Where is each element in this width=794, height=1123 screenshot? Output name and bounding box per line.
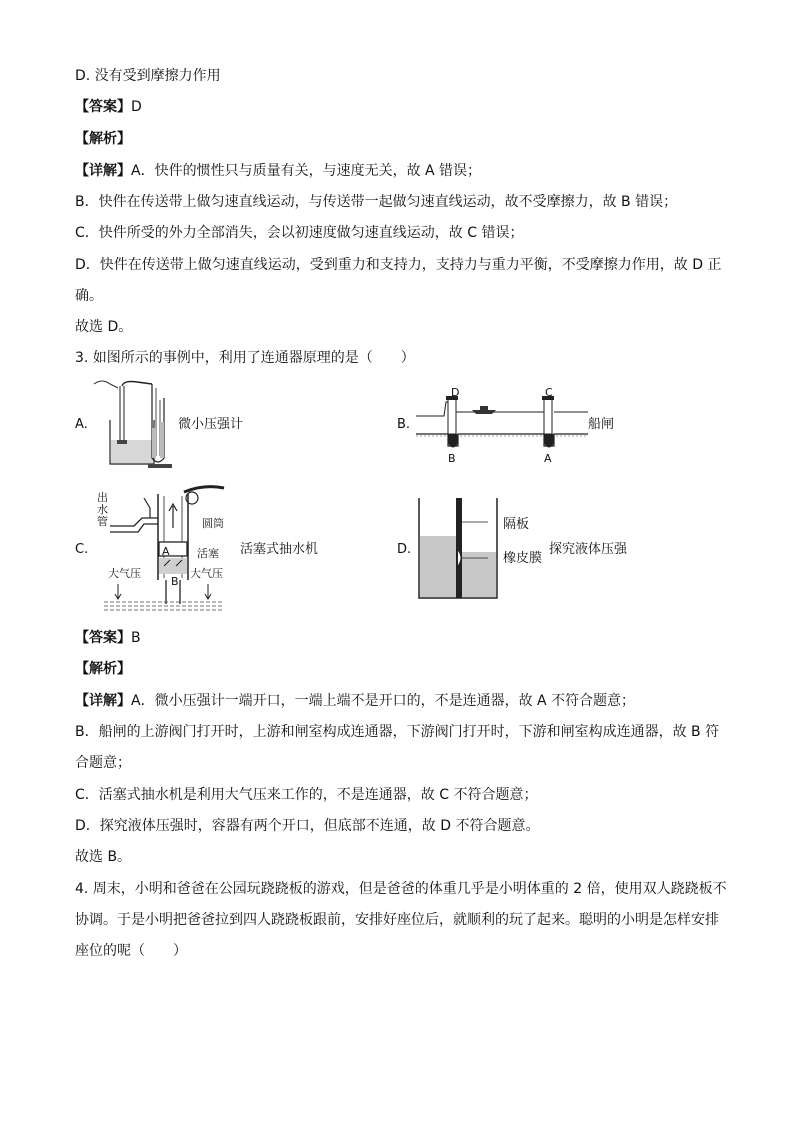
- pump-label-b: B: [171, 575, 179, 588]
- q3-option-d-letter: D.: [397, 542, 412, 557]
- q3-option-b-letter: B.: [397, 417, 411, 432]
- detail-text: A．快件的惯性只与质量有关，与速度无关，故 A 错误；: [131, 163, 482, 179]
- q2-detail-a: [75, 161, 481, 181]
- ship-lock-label-d: D: [451, 386, 460, 399]
- analysis-tag: 【解析】: [75, 131, 131, 147]
- q3-detail-b-line2: 合题意；: [75, 755, 131, 771]
- q3-option-c-letter: C.: [75, 542, 89, 557]
- answer-tag: 【答案】: [75, 99, 131, 115]
- ship-lock-label-c: C: [545, 386, 553, 399]
- q3-answer: [75, 628, 141, 648]
- container-label-membrane: 橡皮膜: [503, 551, 543, 566]
- q4-stem-line3: 座位的呢（ ）: [75, 943, 187, 959]
- q3-option-a-letter: A.: [75, 417, 88, 432]
- q3-conclusion: 故选 B。: [75, 849, 132, 865]
- q3-option-d-caption: 探究液体压强: [549, 542, 628, 557]
- q3-analysis-tag: [75, 659, 131, 679]
- pressure-gauge-figure: [92, 378, 182, 470]
- analysis-tag: 【解析】: [75, 661, 131, 677]
- q2-option-d: D. 没有受到摩擦力作用: [75, 68, 221, 84]
- q3-detail-c: C．活塞式抽水机是利用大气压来工作的，不是连通器，故 C 不符合题意；: [75, 787, 538, 803]
- detail-text: A．微小压强计一端开口，一端上端不是开口的，不是连通器，故 A 不符合题意；: [131, 693, 636, 709]
- q2-detail-d-line2: 确。: [75, 288, 103, 304]
- ship-lock-label-a: A: [544, 452, 552, 465]
- pump-label-a: A: [162, 545, 170, 558]
- q2-answer: [75, 97, 142, 117]
- q3-detail-b-line1: B．船闸的上游阀门打开时，上游和闸室构成连通器，下游阀门打开时，下游和闸室构成连通器，故 B 符: [75, 724, 720, 740]
- pump-label-outlet: 出 水 管: [97, 491, 108, 528]
- q2-conclusion: 故选 D。: [75, 319, 133, 335]
- q3-detail-d: D．探究液体压强时，容器有两个开口，但底部不连通，故 D 不符合题意。: [75, 818, 540, 834]
- q3-option-a-caption: 微小压强计: [178, 417, 244, 432]
- q3-stem: 3. 如图所示的事例中，利用了连通器原理的是（ ）: [75, 350, 415, 366]
- answer-value: D: [131, 99, 142, 115]
- detail-tag: 【详解】: [75, 693, 131, 709]
- pump-label-piston: 活塞: [197, 547, 219, 560]
- q2-detail-c: C．快件所受的外力全部消失，会以初速度做匀速直线运动，故 C 错误；: [75, 225, 524, 241]
- liquid-pressure-container-figure: [418, 496, 498, 600]
- pump-label-atm-left: 大气压: [108, 567, 141, 580]
- answer-value: B: [131, 630, 141, 646]
- detail-tag: 【详解】: [75, 163, 131, 179]
- pump-label-atm-right: 大气压: [190, 567, 223, 580]
- q2-detail-b: B．快件在传送带上做匀速直线运动，与传送带一起做匀速直线运动，故不受摩擦力，故 B 错误；: [75, 194, 678, 210]
- q3-detail-a: [75, 691, 635, 711]
- pump-label-cylinder: 圆筒: [202, 517, 224, 530]
- answer-tag: 【答案】: [75, 630, 131, 646]
- q4-stem-line1: 4. 周末，小明和爸爸在公园玩跷跷板的游戏，但是爸爸的体重几乎是小明体重的 2 倍，使用双人跷跷板不: [75, 881, 727, 897]
- q3-option-c-caption: 活塞式抽水机: [240, 542, 319, 557]
- q4-stem-line2: 协调。于是小明把爸爸拉到四人跷跷板跟前，安排好座位后，就顺利的玩了起来。聪明的小明是怎样安排: [75, 912, 719, 928]
- ship-lock-figure: [416, 384, 588, 464]
- q2-analysis-tag: [75, 129, 131, 149]
- q3-option-b-caption: 船闸: [588, 417, 615, 432]
- container-label-partition: 隔板: [503, 517, 530, 532]
- ship-lock-label-b: B: [448, 452, 456, 465]
- q2-detail-d-line1: D．快件在传送带上做匀速直线运动，受到重力和支持力，支持力与重力平衡，不受摩擦力作用，故 D 正: [75, 257, 722, 273]
